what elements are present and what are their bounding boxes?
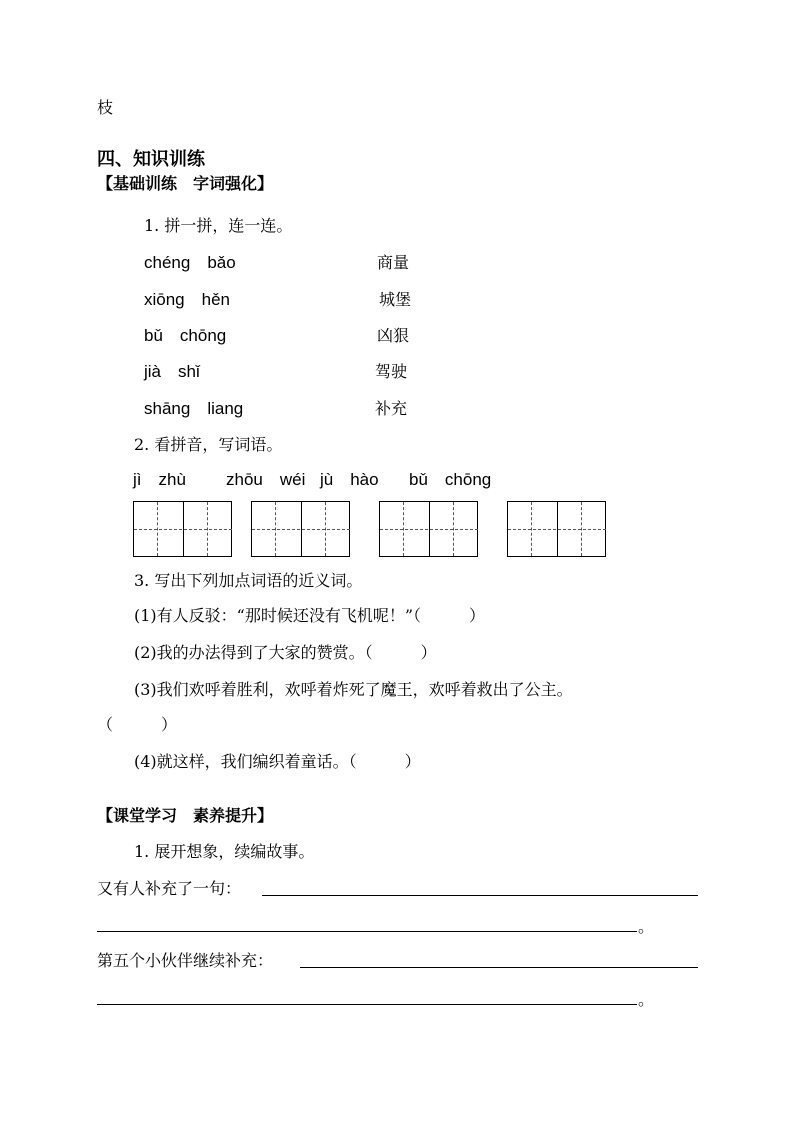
writing-grid[interactable]: [379, 501, 478, 557]
answer-line[interactable]: [97, 1004, 637, 1005]
q3-item: (1)有人反驳：“那时候还没有飞机呢！”（ ）: [134, 606, 486, 625]
pinyin-item: shāng liang: [144, 399, 244, 418]
word-item: 商量: [377, 253, 410, 272]
pinyin-item: bǔ chōng: [144, 326, 227, 345]
prompt-label: 第五个小伙伴继续补充：: [97, 951, 274, 970]
answer-line[interactable]: [97, 931, 637, 932]
writing-grid[interactable]: [251, 501, 350, 557]
prompt-label: 又有人补充了一句：: [97, 879, 242, 898]
classroom-q1-label: 1. 展开想象，续编故事。: [134, 842, 315, 861]
pinyin-item: xiōng hěn: [144, 290, 231, 309]
pinyin-item: jià shǐ: [144, 362, 200, 381]
q1-label: 1. 拼一拼，连一连。: [144, 216, 293, 235]
q2-label: 2. 看拼音，写词语。: [134, 435, 283, 454]
pinyin-group: jù hào: [320, 470, 379, 489]
word-item: 城堡: [379, 290, 412, 309]
top-character: 枝: [97, 98, 114, 117]
end-mark: 。: [638, 917, 655, 936]
end-mark: 。: [638, 990, 655, 1009]
word-item: 驾驶: [375, 362, 408, 381]
word-item: 补充: [375, 399, 408, 418]
q3-item-answer: （ ）: [97, 715, 178, 734]
answer-line[interactable]: [262, 895, 698, 896]
q3-label: 3. 写出下列加点词语的近义词。: [134, 571, 363, 590]
q3-item: (4)就这样，我们编织着童话。（ ）: [134, 752, 421, 771]
word-item: 凶狠: [377, 326, 410, 345]
classroom-heading: 【课堂学习 素养提升】: [97, 806, 274, 825]
pinyin-group: bǔ chōng: [409, 470, 492, 489]
basic-training-heading: 【基础训练 字词强化】: [97, 174, 274, 193]
q3-item: (3)我们欢呼着胜利，欢呼着炸死了魔王，欢呼着救出了公主。: [134, 680, 573, 699]
pinyin-group: jì zhù: [133, 470, 186, 489]
writing-grid[interactable]: [507, 501, 606, 557]
answer-line[interactable]: [300, 967, 698, 968]
q3-item: (2)我的办法得到了大家的赞赏。（ ）: [134, 643, 437, 662]
writing-grid[interactable]: [133, 501, 232, 557]
pinyin-group: zhōu wéi: [226, 470, 306, 489]
section-title: 四、知识训练: [97, 149, 205, 170]
pinyin-item: chéng bǎo: [144, 253, 236, 272]
